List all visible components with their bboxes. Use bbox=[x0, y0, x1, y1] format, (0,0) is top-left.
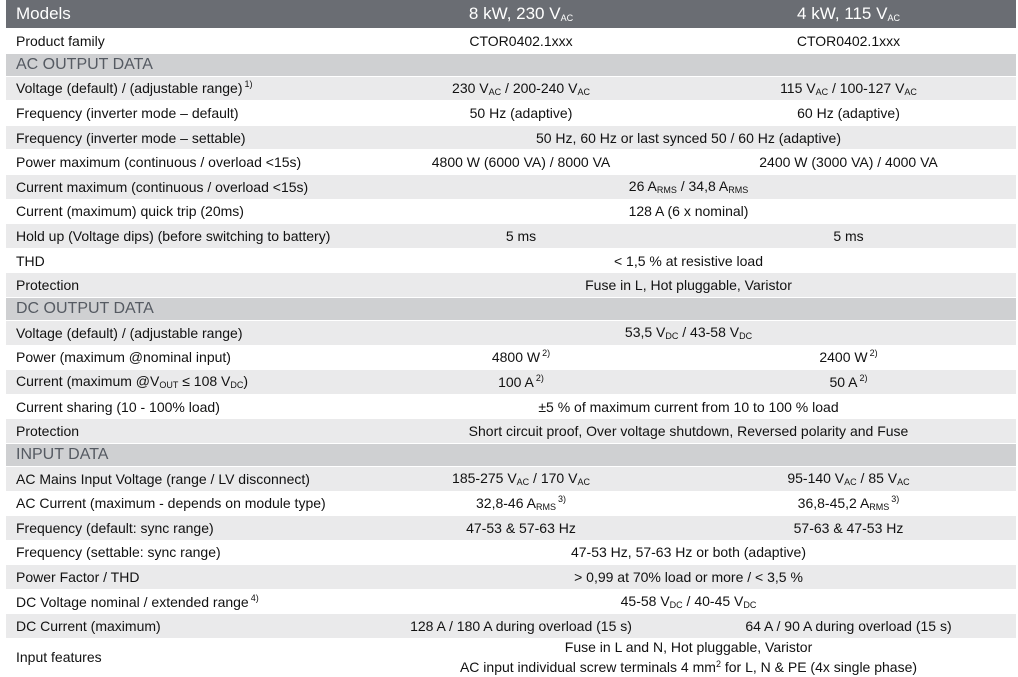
cell-value: < 1,5 % at resistive load bbox=[361, 248, 1016, 273]
models-label: Models bbox=[6, 0, 361, 29]
table-row bbox=[6, 589, 1016, 614]
cell-value: 5 ms bbox=[681, 224, 1016, 249]
row-label: AC Mains Input Voltage (range / LV disconnect) bbox=[6, 466, 361, 491]
footnote-marker: 4) bbox=[250, 592, 259, 603]
cell-value: 128 A (6 x nominal) bbox=[361, 199, 1016, 224]
table-row bbox=[6, 565, 1016, 590]
cell-value: 36,8-45,2 $A_{RMS}^{3)}$ bbox=[681, 491, 1016, 516]
table-row bbox=[6, 516, 1016, 541]
row-label: Protection bbox=[6, 419, 361, 444]
row-label: Frequency (default: sync range) bbox=[6, 516, 361, 541]
row-label: Current (maximum) quick trip (20ms) bbox=[6, 199, 361, 224]
cell-value: 50 A $^{2)}$ bbox=[681, 370, 1016, 395]
cell-value: 95-140 $V_{AC} / 85$ $V_{AC}$ bbox=[681, 466, 1016, 491]
cell-value: 50 Hz (adaptive) bbox=[361, 101, 681, 126]
section-header-dc-output: DC OUTPUT DATA bbox=[6, 297, 1016, 320]
cell-value: > 0,99 at 70% load or more / < 3,5 % bbox=[361, 565, 1016, 590]
cell-value: Fuse in L, Hot pluggable, Varistor bbox=[361, 273, 1016, 298]
row-label: Product family bbox=[6, 29, 361, 54]
features-line-2: AC input individual screw terminals 4 $mm^2$ for L, N & PE (4x single phase) bbox=[459, 659, 918, 676]
table-row bbox=[6, 248, 1016, 273]
cell-value: 128 A / 180 A during overload (15 s) bbox=[361, 614, 681, 639]
model-8kw-header: 8 kW, 230 $V_{AC}$ bbox=[361, 0, 681, 29]
cell-value: 64 A / 90 A during overload (15 s) bbox=[681, 614, 1016, 639]
cell-value: Short circuit proof, Over voltage shutdown, Reversed polarity and Fuse bbox=[361, 419, 1016, 444]
cell-value: 32,8-46 $A_{RMS}^{3)}$ bbox=[361, 491, 681, 516]
table-row bbox=[6, 419, 1016, 444]
row-label: Frequency (inverter mode – default) bbox=[6, 101, 361, 126]
table-row bbox=[6, 540, 1016, 565]
cell-value bbox=[361, 639, 1016, 677]
row-label: Protection bbox=[6, 273, 361, 298]
row-label: Power Factor / THD bbox=[6, 565, 361, 590]
row-label: Current sharing (10 - 100% load) bbox=[6, 394, 361, 419]
cell-value: 2400 W $^{2)}$ bbox=[681, 345, 1016, 370]
table-row bbox=[6, 150, 1016, 175]
section-header-input: INPUT DATA bbox=[6, 443, 1016, 466]
row-label: Frequency (inverter mode – settable) bbox=[6, 125, 361, 150]
table-row bbox=[6, 224, 1016, 249]
row-label: Voltage (default) / (adjustable range) $^{1)}$ bbox=[6, 76, 361, 101]
footnote-marker: 2) bbox=[869, 348, 878, 359]
footnote-marker: 3) bbox=[557, 493, 566, 504]
row-label: Voltage (default) / (adjustable range) bbox=[6, 320, 361, 345]
table-row bbox=[6, 199, 1016, 224]
row-label: DC Voltage nominal / extended range $^{4)}$ bbox=[6, 589, 361, 614]
table-row bbox=[6, 614, 1016, 639]
cell-value: CTOR0402.1xxx bbox=[681, 29, 1016, 54]
row-label: Power (maximum @nominal input) bbox=[6, 345, 361, 370]
footnote-marker: 2) bbox=[535, 372, 544, 383]
cell-value: ±5 % of maximum current from 10 to 100 % load bbox=[361, 394, 1016, 419]
cell-value: 47-53 Hz, 57-63 Hz or both (adaptive) bbox=[361, 540, 1016, 565]
cell-value: 57-63 & 47-53 Hz bbox=[681, 516, 1016, 541]
row-label: Current (maximum $@V_{OUT} \le 108$ $V_{DC}$) bbox=[6, 370, 361, 395]
row-label: Current maximum (continuous / overload <15s) bbox=[6, 174, 361, 199]
footnote-marker: 2) bbox=[542, 348, 551, 359]
table-row bbox=[6, 320, 1016, 345]
row-label: Input features bbox=[6, 639, 361, 677]
cell-value: 230 $V_{AC} / 200-240$ $V_{AC}$ bbox=[361, 76, 681, 101]
cell-value: 47-53 & 57-63 Hz bbox=[361, 516, 681, 541]
table-row bbox=[6, 345, 1016, 370]
cell-value: 2400 W (3000 VA) / 4000 VA bbox=[681, 150, 1016, 175]
footnote-marker: 3) bbox=[891, 493, 900, 504]
footnote-marker: 2) bbox=[859, 372, 868, 383]
cell-value: 60 Hz (adaptive) bbox=[681, 101, 1016, 126]
models-header-row bbox=[6, 0, 1016, 29]
cell-value: 53,5 $V_{DC} / 43-58$ $V_{DC}$ bbox=[361, 320, 1016, 345]
table-row bbox=[6, 273, 1016, 298]
cell-value: 115 $V_{AC} / 100-127$ $V_{AC}$ bbox=[681, 76, 1016, 101]
table-row bbox=[6, 370, 1016, 395]
table-row bbox=[6, 174, 1016, 199]
row-label: AC Current (maximum - depends on module type) bbox=[6, 491, 361, 516]
cell-value: 100 A $^{2)}$ bbox=[361, 370, 681, 395]
table-row bbox=[6, 466, 1016, 491]
cell-value: 26 $A_{RMS} / 34,8$ $A_{RMS}$ bbox=[361, 174, 1016, 199]
cell-value: 185-275 $V_{AC} / 170$ $V_{AC}$ bbox=[361, 466, 681, 491]
table-row bbox=[6, 125, 1016, 150]
features-line-1: Fuse in L and N, Hot pluggable, Varistor bbox=[564, 639, 813, 656]
table-row bbox=[6, 394, 1016, 419]
cell-value: 4800 W $^{2)}$ bbox=[361, 345, 681, 370]
row-label: Hold up (Voltage dips) (before switching to battery) bbox=[6, 224, 361, 249]
cell-value: 4800 W (6000 VA) / 8000 VA bbox=[361, 150, 681, 175]
table-row bbox=[6, 491, 1016, 516]
cell-value: CTOR0402.1xxx bbox=[361, 29, 681, 54]
cell-value: 45-58 $V_{DC} / 40-45$ $V_{DC}$ bbox=[361, 589, 1016, 614]
table-row bbox=[6, 29, 1016, 54]
row-label: THD bbox=[6, 248, 361, 273]
row-label: Frequency (settable: sync range) bbox=[6, 540, 361, 565]
specifications-table bbox=[6, 0, 1016, 677]
row-label: Power maximum (continuous / overload <15s) bbox=[6, 150, 361, 175]
table-row bbox=[6, 639, 1016, 677]
section-header-ac-output: AC OUTPUT DATA bbox=[6, 53, 1016, 76]
row-label: DC Current (maximum) bbox=[6, 614, 361, 639]
cell-value: 50 Hz, 60 Hz or last synced 50 / 60 Hz (adaptive) bbox=[361, 125, 1016, 150]
model-4kw-header: 4 kW, 115 $V_{AC}$ bbox=[681, 0, 1016, 29]
footnote-marker: 1) bbox=[244, 79, 253, 90]
table-row bbox=[6, 76, 1016, 101]
table-row bbox=[6, 101, 1016, 126]
cell-value: 5 ms bbox=[361, 224, 681, 249]
